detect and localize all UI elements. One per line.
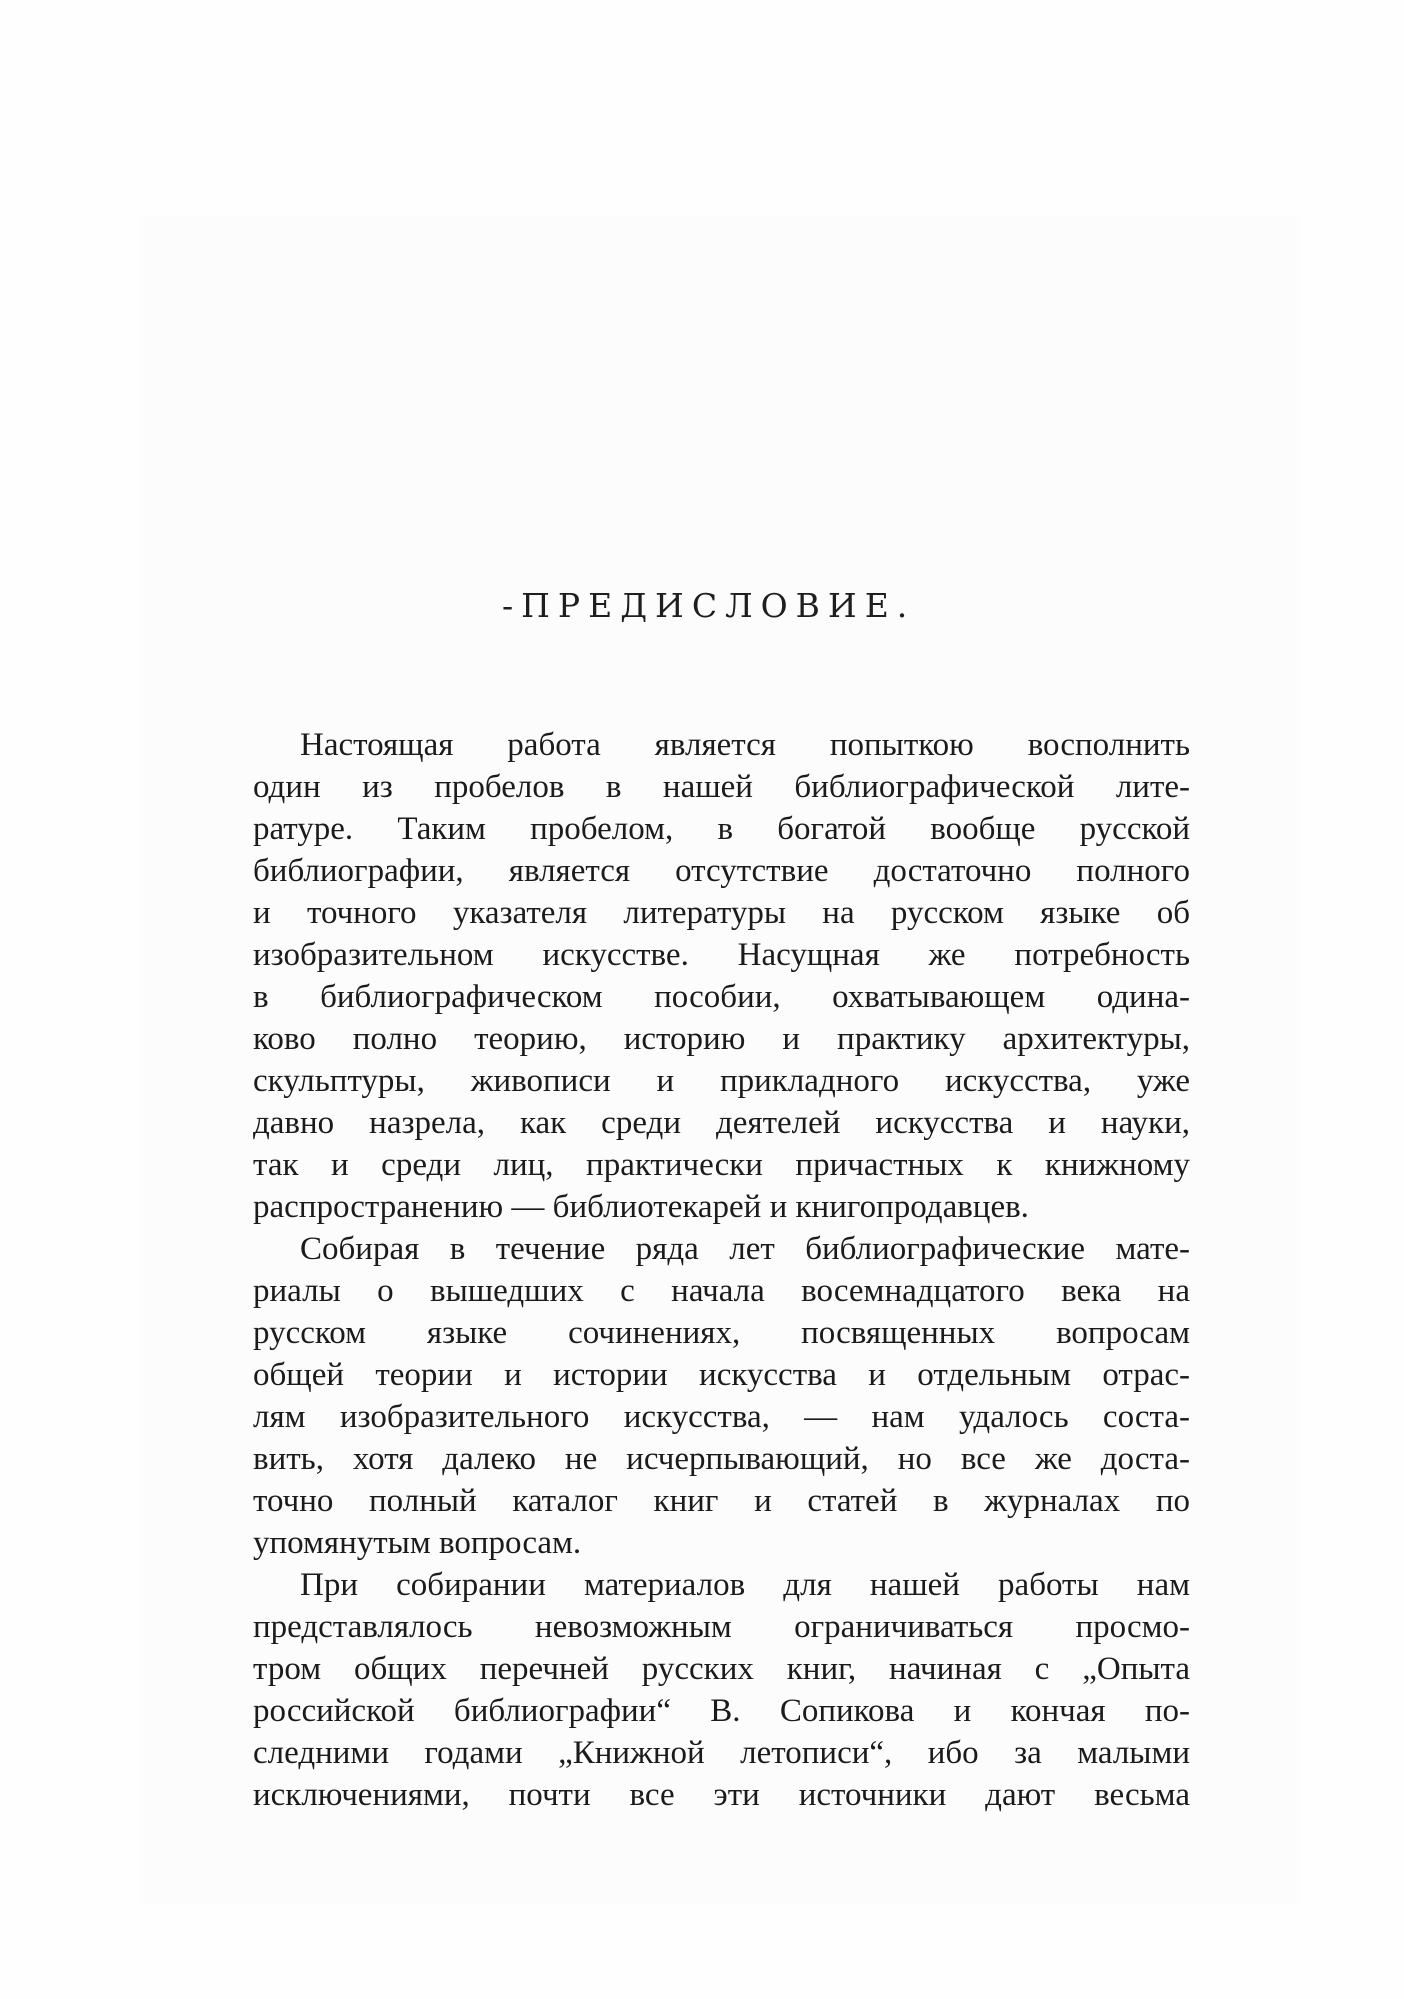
text-line: лям изобразительного искусства, — нам удалось соста- <box>253 1399 1190 1435</box>
text-line: следними годами „Книжной летописи“, ибо за малыми <box>253 1735 1190 1771</box>
text-line: При собирании материалов для нашей работы нам <box>300 1567 1190 1603</box>
text-line: русском языке сочинениях, посвященных вопросам <box>253 1315 1190 1351</box>
text-line: один из пробелов в нашей библиографической лите- <box>253 769 1190 805</box>
text-line: тром общих перечней русских книг, начиная с „Опыта <box>253 1651 1190 1687</box>
text-line: упомянутым вопросам. <box>253 1525 582 1561</box>
text-line: точно полный каталог книг и статей в журналах по <box>253 1483 1190 1519</box>
text-line: ратуре. Таким пробелом, в богатой вообще русской <box>253 811 1190 847</box>
text-line: представлялось невозможным ограничиваться просмо- <box>253 1609 1190 1645</box>
text-line: вить, хотя далеко не исчерпывающий, но все же доста- <box>253 1441 1190 1477</box>
text-line: риалы о вышедших с начала восемнадцатого века на <box>253 1273 1190 1309</box>
text-line: распространению — библиотекарей и книгопродавцев. <box>253 1189 1029 1225</box>
text-line: библиографии, является отсутствие достаточно полного <box>253 853 1190 889</box>
preface-body <box>253 724 1190 1816</box>
paragraph-1 <box>253 724 1190 1228</box>
paragraph-2 <box>253 1228 1190 1564</box>
text-line: Собирая в течение ряда лет библиографические мате- <box>300 1231 1190 1267</box>
paragraph-3 <box>253 1564 1190 1816</box>
text-line: в библиографическом пособии, охватывающем одина- <box>253 979 1190 1015</box>
text-line: ково полно теорию, историю и практику архитектуры, <box>253 1021 1190 1057</box>
text-line: скульптуры, живописи и прикладного искусства, уже <box>253 1063 1190 1099</box>
text-line: давно назрела, как среди деятелей искусства и науки, <box>253 1105 1190 1141</box>
page-title: -ПРЕДИСЛОВИЕ. <box>502 586 916 625</box>
text-line: исключениями, почти все эти источники дают весьма <box>253 1777 1190 1813</box>
text-line: так и среди лиц, практически причастных к книжному <box>253 1147 1190 1183</box>
text-line: Настоящая работа является попыткою восполнить <box>300 727 1190 763</box>
text-line: и точного указателя литературы на русском языке об <box>253 895 1190 931</box>
text-line: российской библиографии“ В. Сопикова и кончая по- <box>253 1693 1190 1729</box>
text-line: изобразительном искусстве. Насущная же потребность <box>253 937 1190 973</box>
text-line: общей теории и истории искусства и отдельным отрас- <box>253 1357 1190 1393</box>
